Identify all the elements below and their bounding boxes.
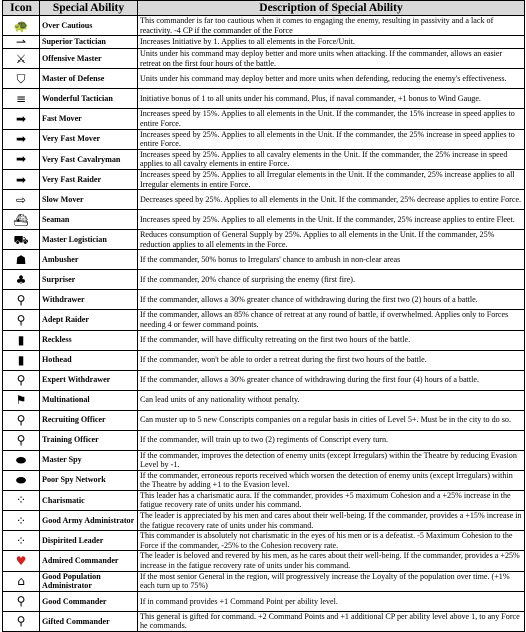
ability-name: Wonderful Tactician	[40, 89, 138, 109]
ability-name: Very Fast Raider	[40, 169, 138, 189]
ability-name: Poor Spy Network	[40, 470, 138, 490]
hothead-icon: ▮	[17, 353, 25, 367]
ability-name: Dispirited Leader	[40, 531, 138, 551]
ability-description: If the commander, allows an 85% chance of retreat at any round of battle, if overwhelmed. Applies only to Forces needing 4 or fewer command points.	[138, 310, 525, 330]
icon-cell	[3, 190, 40, 210]
ability-description: Increases speed by 25%. Applies to all elements in the Unit. If the commander, the 25% increase in speed applies to entire Force.	[138, 129, 525, 149]
ability-description: This commander is far too cautious when it comes to engaging the enemy, resulting in passivity and a lack of reactivity. -4 CP if the commander of the Force	[138, 16, 525, 36]
table-row	[3, 410, 525, 430]
icon-cell	[3, 270, 40, 290]
table-row	[3, 16, 525, 36]
table-row	[3, 591, 525, 611]
header-special-ability: Special Ability	[40, 1, 138, 16]
ability-description: Units under his command may deploy better and more units when defending, reducing the enemy's effectiveness.	[138, 69, 525, 89]
ambusher-icon: ☗	[15, 252, 27, 267]
ability-description: If the commander, allows a 30% greater chance of withdrawing during the first two (2) hours of a battle.	[138, 290, 525, 310]
table-row	[3, 490, 525, 510]
ability-name: Adept Raider	[40, 310, 138, 330]
ability-name: Good Army Administrator	[40, 511, 138, 531]
ability-description: If the commander, won't be able to order a retreat during the first two hours of the battle.	[138, 350, 525, 370]
icon-cell	[3, 370, 40, 390]
ability-description: If the most senior General in the region, will progressively increase the Loyalty of the population over time. (+1% each turn up to 75%)	[138, 571, 525, 591]
ability-name: Recruiting Officer	[40, 410, 138, 430]
table-row	[3, 230, 525, 250]
icon-cell	[3, 511, 40, 531]
ability-description: Increases speed by 15%. Applies to all elements in the Unit. If the commander, the 15% increase in speed applies to entire Force.	[138, 109, 525, 129]
icon-cell	[3, 69, 40, 89]
hollow-arrow-icon: ⇨	[15, 192, 27, 207]
icon-cell	[3, 450, 40, 470]
icon-cell	[3, 109, 40, 129]
ability-name: Hothead	[40, 350, 138, 370]
header-description: Description of Special Ability	[138, 1, 525, 16]
icon-cell	[3, 169, 40, 189]
table-row	[3, 149, 525, 169]
dots-minus-icon: ⁘	[15, 533, 27, 548]
table-row	[3, 330, 525, 350]
reckless-icon: ▮	[17, 333, 25, 347]
flag-icon: ⚑	[15, 393, 27, 407]
initiative-arrow-icon: ⇀	[15, 35, 27, 50]
icon-cell	[3, 149, 40, 169]
ability-name: Superior Tactician	[40, 36, 138, 49]
arrow-icon: ➡	[15, 111, 27, 126]
person-plus-icon: ⚲	[16, 614, 26, 629]
house-plus-icon: ⌂	[17, 574, 25, 589]
table-row	[3, 36, 525, 49]
ability-description: If the commander, will train up to two (2) regiments of Conscript every turn.	[138, 430, 525, 450]
table-row	[3, 109, 525, 129]
icon-cell	[3, 350, 40, 370]
ability-description: If the commander, improves the detection of enemy units (except Irregulars) within the Theatre by reducing Evasion Level by -1.	[138, 450, 525, 470]
ability-description: Increases speed by 25%. Applies to all elements in the Unit. If the commander, 25% increase applies to entire Fleet.	[138, 210, 525, 230]
ability-description: Initiative bonus of 1 to all units under his command. Plus, if naval commander, +1 bonus to Wind Gauge.	[138, 89, 525, 109]
icon-cell	[3, 531, 40, 551]
icon-cell	[3, 129, 40, 149]
withdrawer-icon: ⚲	[16, 373, 26, 387]
table-row	[3, 390, 525, 410]
arrow-icon: ➡	[15, 132, 27, 147]
ability-name: Surpriser	[40, 270, 138, 290]
table-row	[3, 250, 525, 270]
ability-name: Good Population Administrator	[40, 571, 138, 591]
ability-name: Offensive Master	[40, 49, 138, 69]
table-row	[3, 350, 525, 370]
ability-name: Ambusher	[40, 250, 138, 270]
icon-cell	[3, 410, 40, 430]
dots-icon: ⁘	[15, 513, 27, 528]
icon-cell	[3, 210, 40, 230]
ability-description: The leader is appreciated by his men and cares about their well-being. If the commander, provides a +15% increase in the fatigue recovery rate of units under his command.	[138, 511, 525, 531]
ability-description: Reduces consumption of General Supply by 25%. Applies to all elements in the Unit. If the commander, 25% reduction applies to all elements in the Force.	[138, 230, 525, 250]
recruiter-icon: ⚲	[16, 413, 26, 427]
table-row	[3, 270, 525, 290]
ability-description: Increases speed by 25%. Applies to all cavalry elements in the Unit. If the commander, the 25% increase in speed applies to all cavalry elements in entire Force.	[138, 149, 525, 169]
table-row	[3, 169, 525, 189]
ability-description: If the commander, allows a 30% greater chance of withdrawing during the first four (4) hours of a battle.	[138, 370, 525, 390]
eye-icon: ⬬	[15, 453, 27, 468]
icon-cell	[3, 611, 40, 631]
table-row	[3, 89, 525, 109]
header-row	[3, 1, 525, 16]
table-row	[3, 611, 525, 631]
icon-cell	[3, 551, 40, 571]
header-icon: Icon	[3, 1, 40, 16]
table-row	[3, 49, 525, 69]
ability-name: Gifted Commander	[40, 611, 138, 631]
ability-description: This general is gifted for command. +2 Command Points and +1 additional CP per ability level above 1, to any Force he commands.	[138, 611, 525, 631]
ability-name: Very Fast Mover	[40, 129, 138, 149]
ability-name: Admired Commander	[40, 551, 138, 571]
icon-cell	[3, 89, 40, 109]
ability-description: Increases Initiative by 1. Applies to all elements in the Force/Unit.	[138, 36, 525, 49]
ability-name: Charismatic	[40, 490, 138, 510]
heart-icon: ♥	[15, 554, 27, 569]
ability-name: Expert Withdrawer	[40, 370, 138, 390]
table-row	[3, 69, 525, 89]
table-row	[3, 129, 525, 149]
ability-description: If the commander, 50% bonus to Irregulars' chance to ambush in non-clear areas	[138, 250, 525, 270]
ability-name: Good Commander	[40, 591, 138, 611]
icon-cell	[3, 230, 40, 250]
ability-description: This commander is absolutely not charismatic in the eyes of his men or is a defeatist. -5 Maximum Cohesion to the Force if the commander, -25% to the Cohesion recovery rate.	[138, 531, 525, 551]
eye-icon: ⬬	[15, 473, 27, 488]
ability-description: If the commander, erroneous reports received which worsen the detection of enemy units (except Irregulars) within the Theatre by adding +1 to the Evasion level.	[138, 470, 525, 490]
withdrawer-icon: ⚲	[16, 292, 26, 307]
shield-icon: ⛉	[16, 71, 26, 86]
ship-icon: ⛴	[13, 212, 29, 227]
ability-description: Decreases speed by 25%. Applies to all elements in the Unit. If the commander, 25% decrease applies to entire Force.	[138, 190, 525, 210]
table-row	[3, 470, 525, 490]
ability-description: The leader is beloved and revered by his men, as he cares about their well-being. If the commander, provides a +25% increase in the fatigue recovery rate of units under his command.	[138, 551, 525, 571]
table-row	[3, 290, 525, 310]
icon-cell	[3, 390, 40, 410]
table-row	[3, 370, 525, 390]
ability-name: Very Fast Cavalryman	[40, 149, 138, 169]
icon-cell	[3, 470, 40, 490]
table-row	[3, 310, 525, 330]
ability-description: If the commander, will have difficulty retreating on the first two hours of the battle.	[138, 330, 525, 350]
icon-cell	[3, 16, 40, 36]
ability-name: Over Cautious	[40, 16, 138, 36]
icon-cell	[3, 310, 40, 330]
ability-name: Slow Mover	[40, 190, 138, 210]
icon-cell	[3, 490, 40, 510]
ability-description: Can lead units of any nationality without penalty.	[138, 390, 525, 410]
ability-name: Multinational	[40, 390, 138, 410]
turtle-icon: 🐢	[13, 18, 29, 33]
person-plus-icon: ⚲	[16, 594, 26, 609]
table-row	[3, 450, 525, 470]
ability-name: Master of Defense	[40, 69, 138, 89]
ability-name: Fast Mover	[40, 109, 138, 129]
icon-cell	[3, 49, 40, 69]
ability-description: If in command provides +1 Command Point per ability level.	[138, 591, 525, 611]
table-row	[3, 511, 525, 531]
ability-name: Seaman	[40, 210, 138, 230]
ability-description: This leader has a charismatic aura. If the commander, provides +5 maximum Cohesion and a +25% increase in the fatigue recovery rate of units under his command.	[138, 490, 525, 510]
ability-description: Increases speed by 25%. Applies to all Irregular elements in the Unit. If the commander, 25% increase applies to all Irregular elements in entire Force.	[138, 169, 525, 189]
table-row	[3, 551, 525, 571]
ability-description: Can muster up to 5 new Conscripts companies on a regular basis in cities of Level 5+. Must be in the city to do so.	[138, 410, 525, 430]
arrow-icon: ➡	[15, 172, 27, 187]
ability-name: Reckless	[40, 330, 138, 350]
table-row	[3, 571, 525, 591]
cart-icon: ⛟	[13, 232, 29, 247]
icon-cell	[3, 591, 40, 611]
table-row	[3, 210, 525, 230]
sword-icon: ⚔	[15, 51, 27, 66]
icon-cell	[3, 250, 40, 270]
training-icon: ⚲	[16, 433, 26, 447]
table-row	[3, 531, 525, 551]
special-abilities-table	[2, 0, 525, 632]
ability-description: If the commander, 20% chance of surprising the enemy (first fire).	[138, 270, 525, 290]
icon-cell	[3, 430, 40, 450]
arrow-icon: ➡	[15, 152, 27, 167]
table-row	[3, 430, 525, 450]
ability-name: Master Logistician	[40, 230, 138, 250]
bars-icon: ≡	[15, 91, 27, 106]
ability-description: Units under his command may deploy better and more units when attacking. If the commander, allows an easier retreat on the first four hours of the battle.	[138, 49, 525, 69]
table-row	[3, 190, 525, 210]
club-icon: ♣	[15, 272, 27, 287]
icon-cell	[3, 290, 40, 310]
raider-icon: ⚲	[16, 312, 26, 327]
icon-cell	[3, 571, 40, 591]
icon-cell	[3, 36, 40, 49]
ability-name: Master Spy	[40, 450, 138, 470]
ability-name: Withdrawer	[40, 290, 138, 310]
icon-cell	[3, 330, 40, 350]
dots-icon: ⁘	[15, 493, 27, 508]
ability-name: Training Officer	[40, 430, 138, 450]
table-body	[3, 16, 525, 632]
